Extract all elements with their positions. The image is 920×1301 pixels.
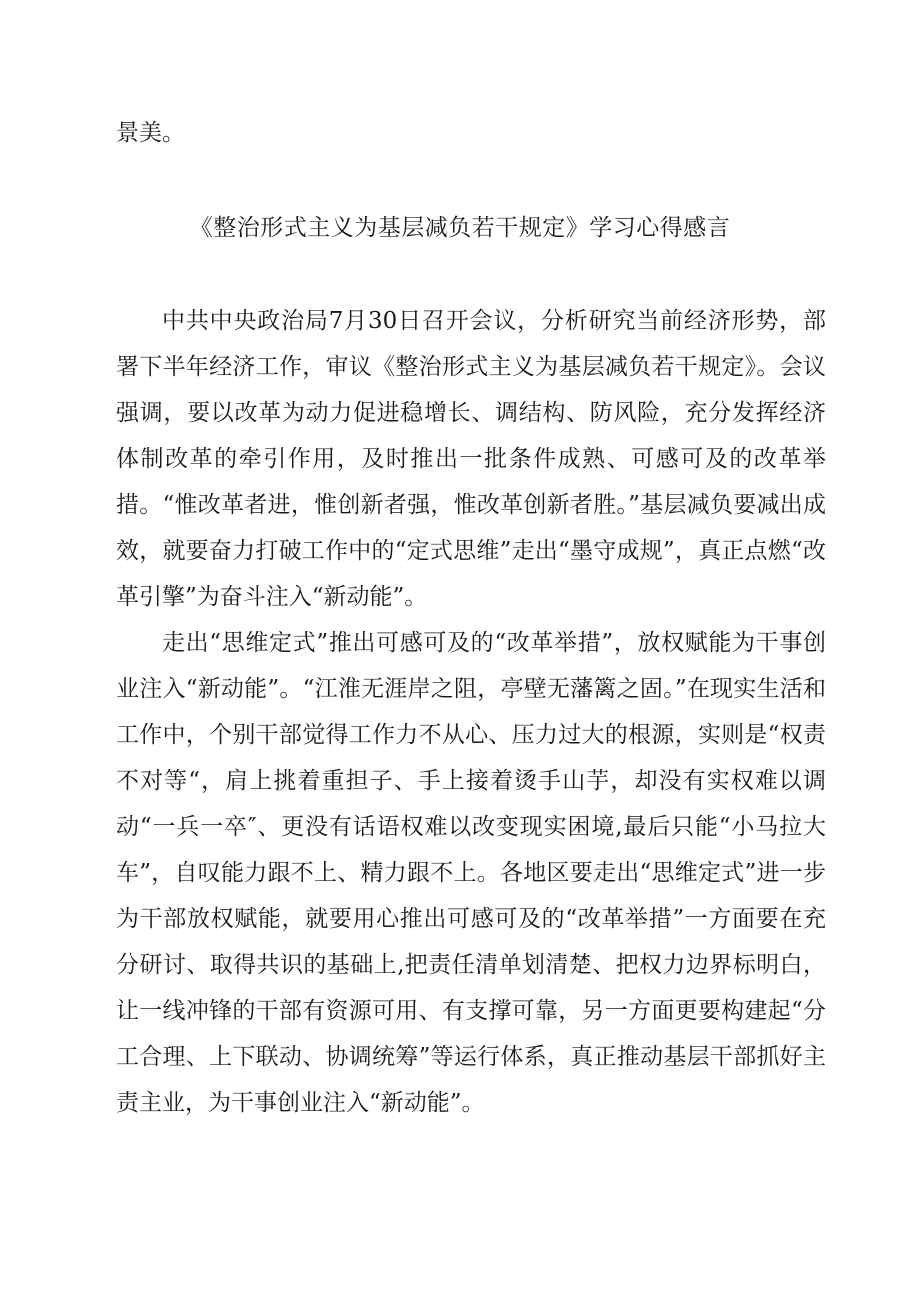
article-title: 《整治形式主义为基层减负若干规定》学习心得感言 [189,215,731,241]
paragraph-1: 中共中央政治局7月30日召开会议，分析研究当前经济形势，部署下半年经济工作，审议《整治形式主义为基层减负若干规定》。会议强调，要以改革为动力促进稳增长、调结构、防风险，充分发挥经济体制改革的牵引作用，及时推出一批条件成熟、可感可及的改革举措。“惟改革者进，惟创新者强，惟改革创新者胜。”基层减负要减出成效，就要奋力打破工作中的“定式思维”走出“墨守成规”，真正点燃“改革引擎”为奋斗注入“新动能”。 [116,308,826,610]
previous-section-tail: 景美。 [116,120,185,146]
paragraph-2: 走出“思维定式”推出可感可及的“改革举措”，放权赋能为干事创业注入“新动能”。“江淮无涯岸之阻，亭壁无藩篱之固。”在现实生活和工作中，个别干部觉得工作力不从心、压力过大的根源，实则是“权责不对等“，肩上挑着重担子、手上接着烫手山芋，却没有实权难以调动“一兵一卒″、更没有话语权难以改变现实困境,最后只能“小马拉大车”，自叹能力跟不上、精力跟不上。各地区要走出“思维定式”进一步为干部放权赋能，就要用心推出可感可及的“改革举措”一方面要在充分研讨、取得共识的基础上,把责任清单划清楚、把权力边界标明白，让一线冲锋的干部有资源可用、有支撑可靠，另一方面更要构建起“分工合理、上下联动、协调统筹”等运行体系，真正推动基层干部抓好主责主业，为干事创业注入“新动能”。 [116,630,826,1116]
article-body [116,298,826,1126]
